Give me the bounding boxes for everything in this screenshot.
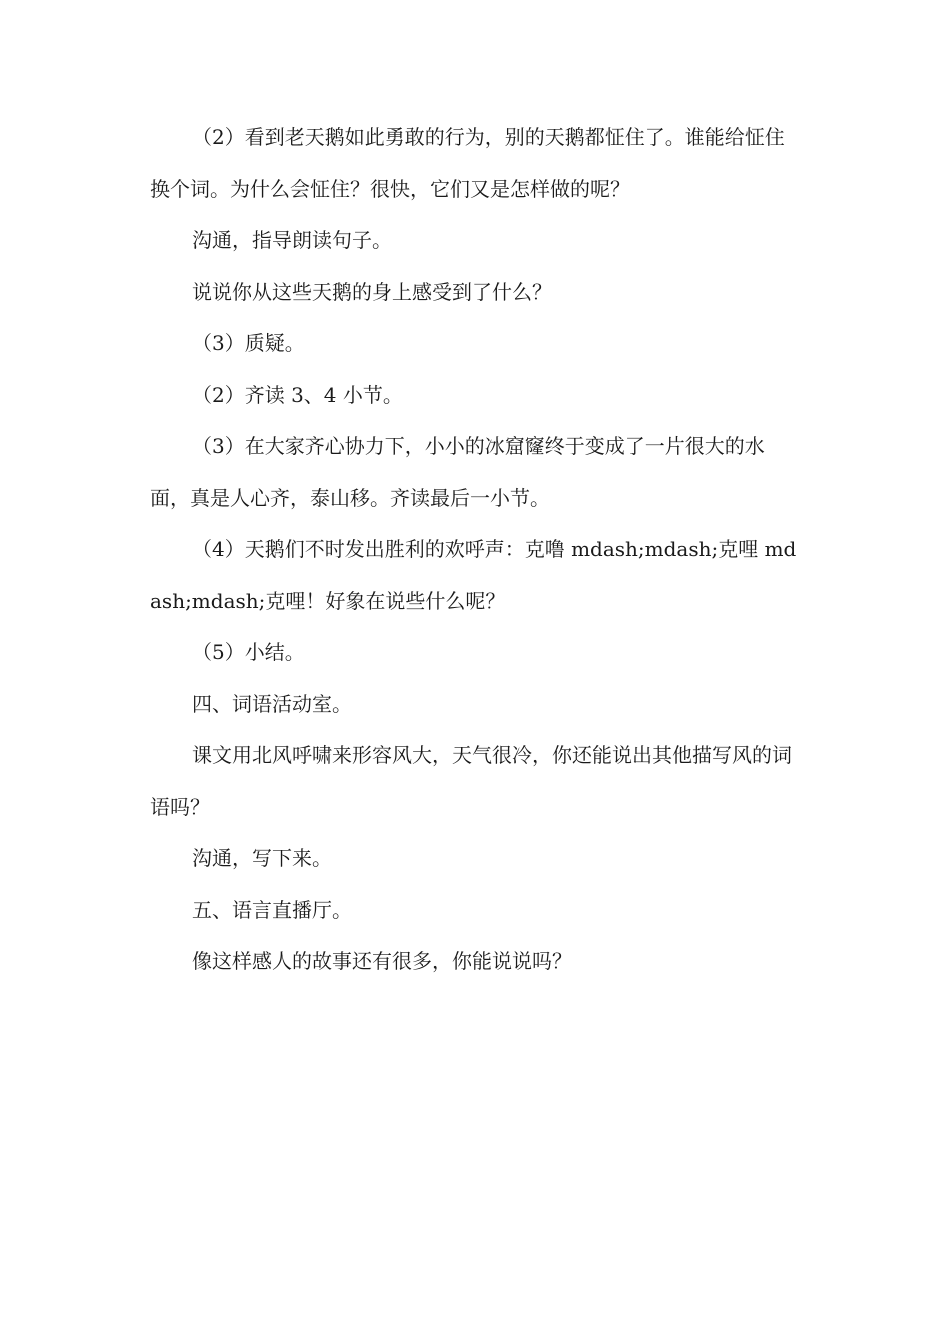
paragraph-6: （3）在大家齐心协力下，小小的冰窟窿终于变成了一片很大的水面，真是人心齐，泰山移。齐读最后一小节。 <box>150 434 765 510</box>
paragraph-9: 四、词语活动室。 <box>192 691 352 716</box>
paragraph-3: 说说你从这些天鹅的身上感受到了什么？ <box>192 279 552 304</box>
paragraph-5: （2）齐读 3、4 小节。 <box>192 382 403 407</box>
paragraph-1: （2）看到老天鹅如此勇敢的行为，别的天鹅都怔住了。谁能给怔住换个词。为什么会怔住？很快，它们又是怎样做的呢？ <box>150 125 785 201</box>
paragraph-11: 沟通，写下来。 <box>192 846 332 870</box>
paragraph-7: （4）天鹅们不时发出胜利的欢呼声：克噜 mdash;mdash;克哩 mdash;mdash;克哩！好象在说些什么呢？ <box>150 537 797 613</box>
paragraph-13: 像这样感人的故事还有很多，你能说说吗？ <box>192 949 572 973</box>
paragraph-8: （5）小结。 <box>192 640 305 664</box>
document-body <box>150 112 800 988</box>
paragraph-4: （3）质疑。 <box>192 331 305 355</box>
paragraph-2: 沟通，指导朗读句子。 <box>192 228 392 252</box>
paragraph-10: 课文用北风呼啸来形容风大，天气很冷，你还能说出其他描写风的词语吗？ <box>150 743 792 819</box>
paragraph-12: 五、语言直播厅。 <box>192 897 352 922</box>
